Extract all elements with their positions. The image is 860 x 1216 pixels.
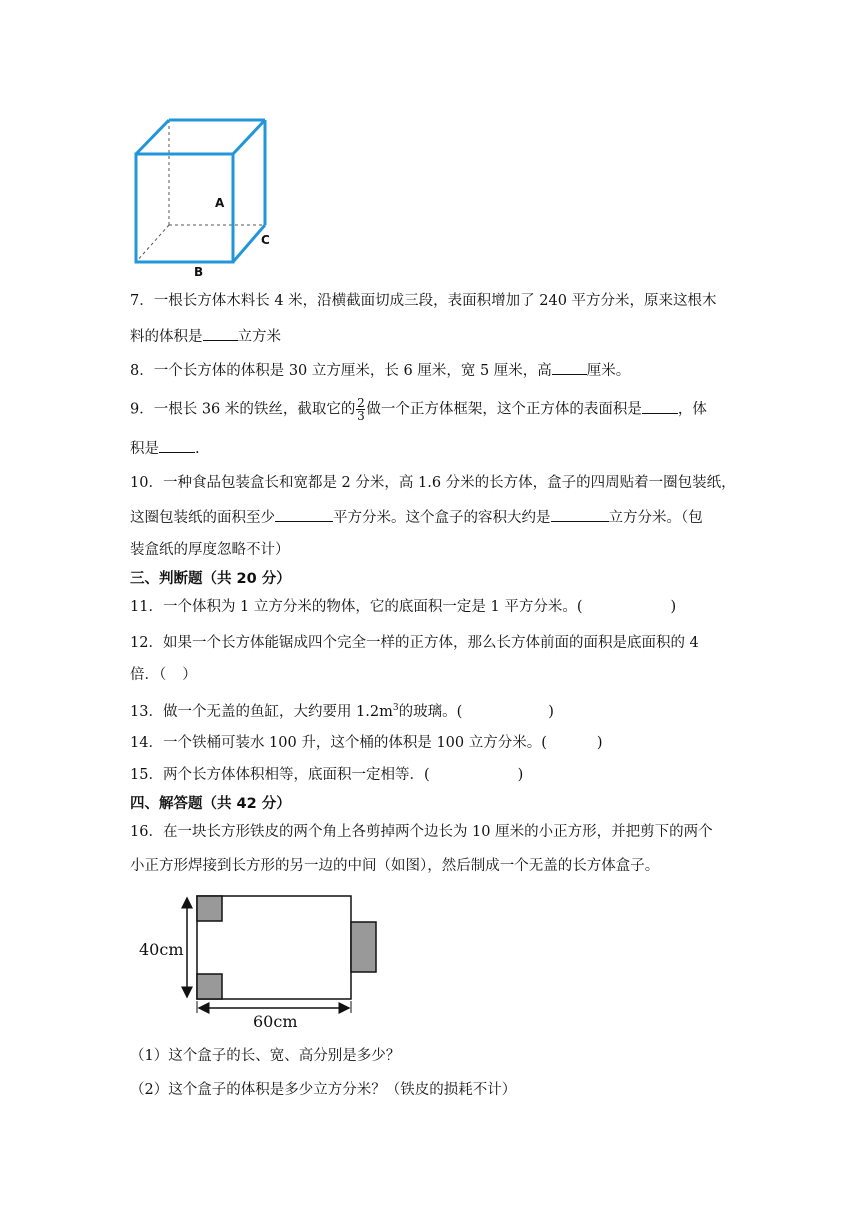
section-3-title: 三、判断题（共 20 分） [130, 571, 291, 587]
close-paren: ) [517, 767, 524, 783]
cube-label-b: B [194, 265, 204, 279]
question-13 [130, 698, 554, 722]
answer-blank[interactable] [159, 438, 195, 453]
question-13-text-end: 的玻璃。( [398, 703, 463, 720]
dimension-width-label: 60cm [253, 1012, 298, 1031]
question-7-text: 料的体积是 [130, 329, 203, 345]
question-10-text: 这圈包装纸的面积至少 [130, 510, 275, 526]
question-9-line1 [130, 397, 707, 422]
cube-label-c: C [261, 233, 270, 247]
question-12-line1: 12．如果一个长方体能锯成四个完全一样的正方体，那么长方体前面的面积是底面积的 4 [130, 635, 699, 651]
question-16-line2: 小正方形焊接到长方形的另一边的中间（如图），然后制成一个无盖的长方体盒子。 [130, 858, 660, 874]
question-12-line2 [130, 665, 197, 685]
question-10-line2 [130, 507, 703, 528]
question-10-line3: 装盒纸的厚度忽略不计） [130, 542, 290, 558]
answer-blank[interactable] [551, 507, 609, 522]
question-7-line2 [130, 326, 281, 347]
question-8 [130, 360, 630, 381]
question-10-text-end: 立方分米。（包 [608, 510, 703, 526]
sheet-diagram [135, 888, 395, 1038]
question-9-text: 9．一根长 36 米的铁丝，截取它的 [130, 401, 356, 418]
cube-label-a: A [215, 196, 225, 210]
question-9-line2 [130, 438, 200, 459]
question-8-unit: 厘米。 [586, 363, 631, 379]
cube-figure [128, 112, 278, 282]
question-9-text: 积是 [130, 441, 159, 457]
question-10-text-mid: 平方分米。这个盒子的容积大约是 [333, 510, 551, 526]
close-paren: ） [182, 667, 197, 683]
question-14 [130, 733, 603, 753]
question-11 [130, 597, 676, 617]
question-14-text: 14．一个铁桶可装水 100 升，这个桶的体积是 100 立方分米。( [130, 735, 547, 751]
question-8-text: 8．一个长方体的体积是 30 立方厘米，长 6 厘米，宽 5 厘米，高 [130, 363, 552, 379]
dimension-height-label: 40cm [139, 940, 184, 959]
question-11-text: 11．一个体积为 1 立方分米的物体，它的底面积一定是 1 平方分米。( [130, 599, 583, 615]
superscript: 3 [392, 703, 399, 713]
question-10-line1: 10．一种食品包装盒长和宽都是 2 分米，高 1.6 分米的长方体，盒子的四周贴着一圈包装纸， [130, 475, 736, 491]
question-9-text-mid: 做一个正方体框架，这个正方体的表面积是 [366, 401, 642, 418]
question-9-text-end: ，体 [677, 401, 707, 418]
question-12-text: 倍．（ [130, 667, 167, 683]
answer-blank[interactable] [275, 507, 333, 522]
question-16-line1: 16．在一块长方形铁皮的两个角上各剪掉两个边长为 10 厘米的小正方形，并把剪下的两个 [130, 824, 713, 840]
question-7-line1: 7．一根长方体木料长 4 米，沿横截面切成三段，表面积增加了 240 平方分米，原来这根木 [130, 293, 717, 309]
answer-blank[interactable] [642, 399, 678, 414]
question-16-sub2: （2）这个盒子的体积是多少立方分米？（铁皮的损耗不计） [130, 1082, 517, 1098]
close-paren: ) [548, 703, 554, 720]
answer-blank[interactable] [203, 326, 238, 341]
question-9-period: . [195, 441, 200, 457]
fraction-numerator: 2 [357, 396, 365, 410]
question-7-unit: 立方米 [237, 329, 281, 345]
close-paren: ) [596, 735, 603, 751]
question-15-text: 15．两个长方体体积相等，底面积一定相等．( [130, 767, 430, 783]
question-15 [130, 765, 523, 785]
fraction [356, 397, 365, 422]
fraction-denominator: 3 [357, 409, 365, 423]
question-16-sub1: （1）这个盒子的长、宽、高分别是多少？ [130, 1048, 401, 1064]
answer-blank[interactable] [552, 360, 587, 375]
section-4-title: 四、解答题（共 42 分） [130, 796, 291, 812]
question-13-text: 13．做一个无盖的鱼缸，大约要用 1.2m [130, 703, 393, 720]
close-paren: ) [670, 599, 677, 615]
